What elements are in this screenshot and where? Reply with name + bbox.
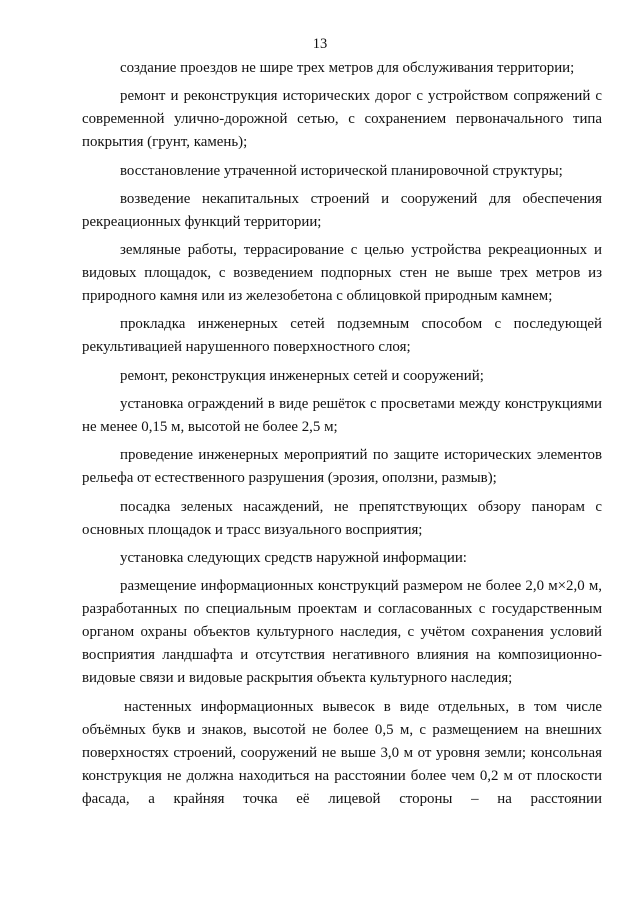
paragraph: возведение некапитальных строений и сооружений для обеспечения рекреационных функций территории; — [82, 190, 602, 230]
paragraph: настенных информационных вывесок в виде отдельных, в том числе объёмных букв и знаков, высотой не более 0,5 м, с размещением на внешних поверхностях строений, сооружений не выше 3,0 м от уровня земли; консольная конструкция не должна находиться на расстоянии более чем 0,2 м от плоскости фасада, а крайняя точка её лицевой стороны – на расстоянии — [82, 698, 602, 807]
page-number: 13 — [312, 36, 328, 52]
paragraph: размещение информационных конструкций размером не более 2,0 м×2,0 м, разработанных по специальным проектам и согласованных с государственным органом охраны объектов культурного наследия, с учётом сохранения условий восприятия ландшафта и отсутствия негативного влияния на композиционно-видовые связи и видовые раскрытия объекта культурного наследия; — [82, 578, 602, 687]
document-body — [82, 57, 602, 811]
paragraph: ремонт, реконструкция инженерных сетей и сооружений; — [120, 367, 484, 384]
paragraph: посадка зеленых насаждений, не препятствующих обзору панорам с основных площадок и трасс визуального восприятия; — [82, 498, 602, 538]
paragraph: восстановление утраченной исторической планировочной структуры; — [120, 162, 563, 179]
paragraph: земляные работы, террасирование с целью устройства рекреационных и видовых площадок, с возведением подпорных стен не выше трех метров из природного камня или из железобетона с облицовкой природным камнем; — [82, 242, 602, 305]
paragraph: ремонт и реконструкция исторических дорог с устройством сопряжений с современной улично-дорожной сетью, с сохранением первоначального типа покрытия (грунт, камень); — [82, 88, 602, 151]
paragraph: установка следующих средств наружной информации: — [120, 549, 467, 566]
paragraph: прокладка инженерных сетей подземным способом с последующей рекультивацией нарушенного поверхностного слоя; — [82, 316, 602, 356]
paragraph: создание проездов не шире трех метров для обслуживания территории; — [120, 60, 575, 76]
paragraph: проведение инженерных мероприятий по защите исторических элементов рельефа от естественного разрушения (эрозия, оползни, размыв); — [82, 447, 602, 487]
paragraph: установка ограждений в виде решёток с просветами между конструкциями не менее 0,15 м, высотой не более 2,5 м; — [82, 396, 602, 436]
